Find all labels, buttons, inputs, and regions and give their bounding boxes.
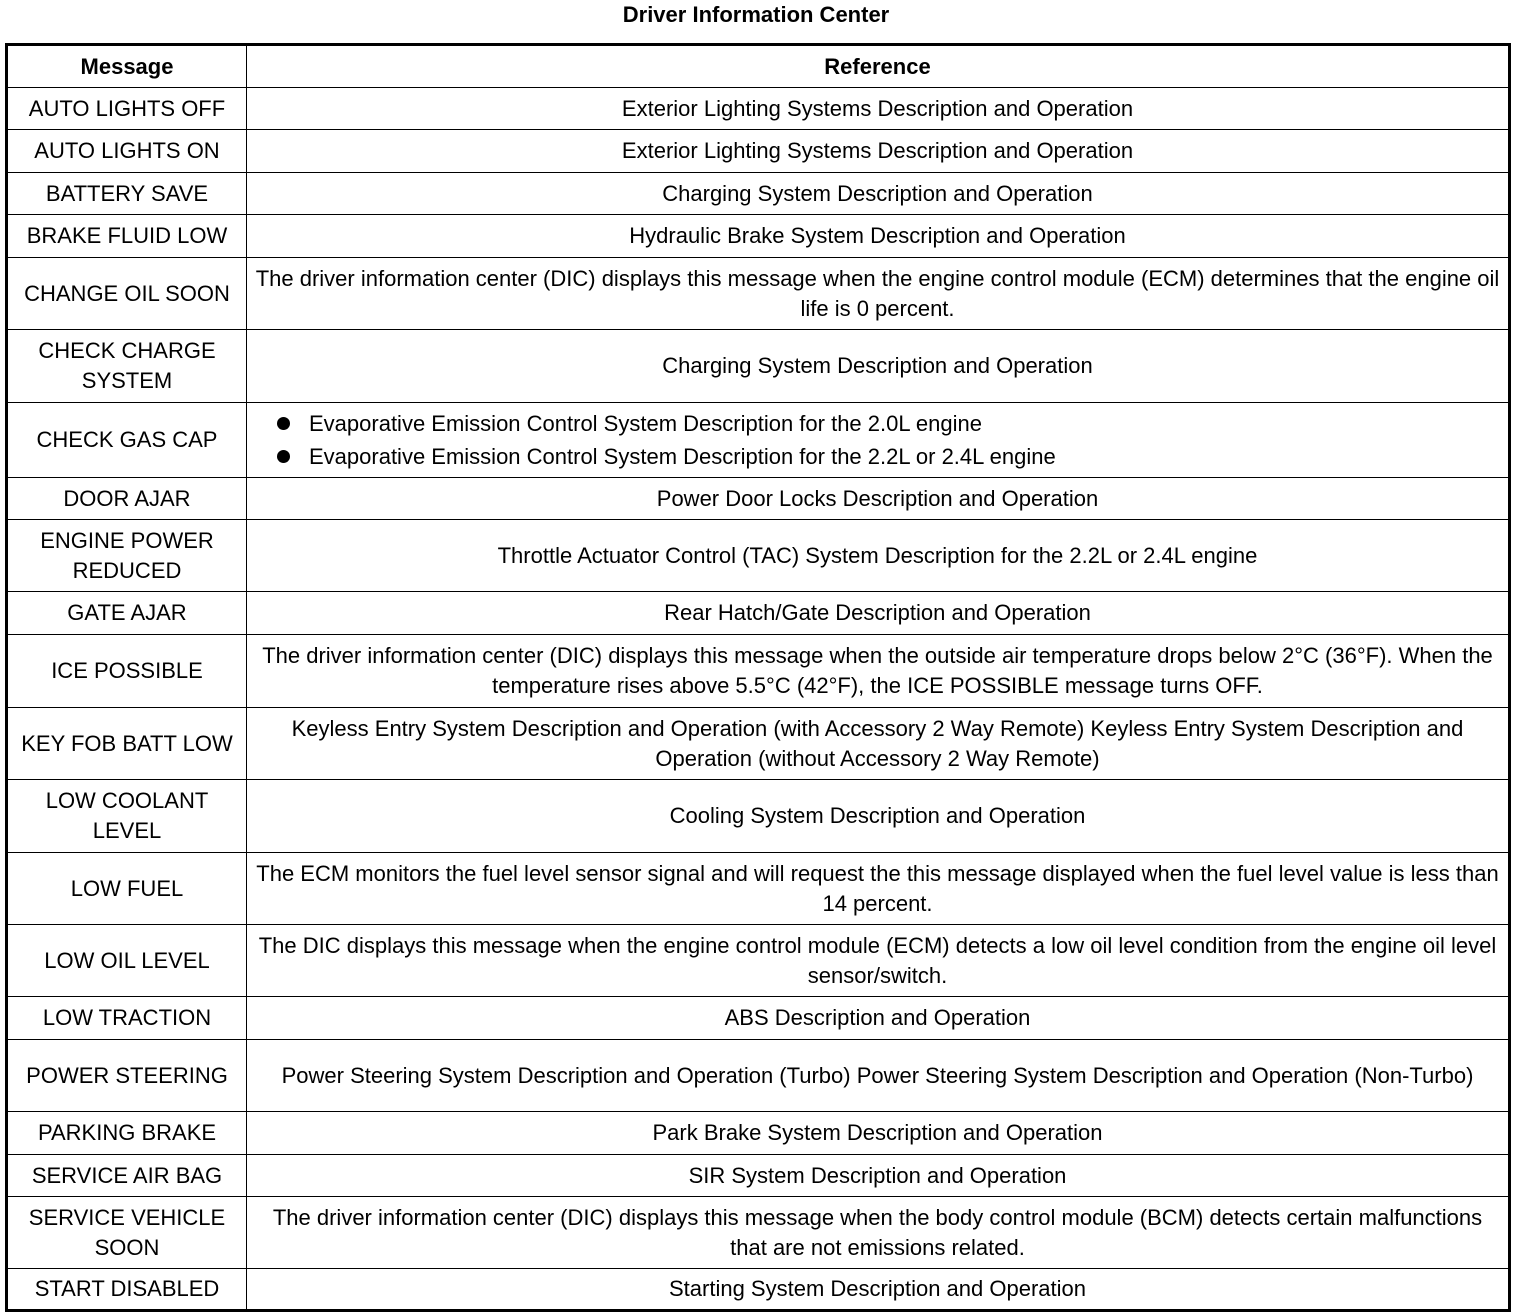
list-item — [273, 440, 1500, 473]
reference-cell: The ECM monitors the fuel level sensor signal and will request the this message displayed when the fuel level value is less than 14 percent. — [247, 853, 1510, 925]
reference-cell: Cooling System Description and Operation — [247, 780, 1510, 853]
bullet-text: Evaporative Emission Control System Description for the 2.2L or 2.4L engine — [309, 444, 1056, 469]
message-cell: BRAKE FLUID LOW — [7, 215, 247, 258]
table-row — [7, 780, 1510, 853]
table-row — [7, 215, 1510, 258]
table-row — [7, 1197, 1510, 1269]
message-cell: PARKING BRAKE — [7, 1112, 247, 1155]
table-row — [7, 520, 1510, 592]
table-row — [7, 130, 1510, 173]
bullet-icon — [277, 417, 290, 430]
reference-cell: Keyless Entry System Description and Operation (with Accessory 2 Way Remote) Keyless Entry System Description and Operation (without Accessory 2 Way Remote) — [247, 708, 1510, 780]
page-title: Driver Information Center — [622, 2, 890, 27]
message-cell: ENGINE POWER REDUCED — [7, 520, 247, 592]
table-row — [7, 1040, 1510, 1112]
reference-cell: Rear Hatch/Gate Description and Operation — [247, 592, 1510, 635]
table-row — [7, 1112, 1510, 1155]
message-cell: CHECK CHARGE SYSTEM — [7, 330, 247, 403]
table-header-row — [7, 45, 1510, 88]
table-row — [7, 708, 1510, 780]
reference-cell: Exterior Lighting Systems Description and Operation — [247, 130, 1510, 173]
table-row — [7, 258, 1510, 330]
reference-cell: Exterior Lighting Systems Description and Operation — [247, 88, 1510, 130]
message-cell: GATE AJAR — [7, 592, 247, 635]
reference-cell: Charging System Description and Operation — [247, 330, 1510, 403]
reference-cell: ABS Description and Operation — [247, 997, 1510, 1040]
reference-cell: The driver information center (DIC) displays this message when the body control module (BCM) detects certain malfunctions that are not emissions related. — [247, 1197, 1510, 1269]
message-cell: AUTO LIGHTS OFF — [7, 88, 247, 130]
message-cell: SERVICE VEHICLE SOON — [7, 1197, 247, 1269]
reference-cell — [247, 403, 1510, 478]
table-row — [7, 592, 1510, 635]
message-cell: LOW COOLANT LEVEL — [7, 780, 247, 853]
message-cell: START DISABLED — [7, 1269, 247, 1311]
message-cell: DOOR AJAR — [7, 478, 247, 520]
table-row — [7, 173, 1510, 215]
message-cell: LOW OIL LEVEL — [7, 925, 247, 997]
table-row — [7, 330, 1510, 403]
message-cell: ICE POSSIBLE — [7, 635, 247, 708]
table-row — [7, 1155, 1510, 1197]
bullet-text: Evaporative Emission Control System Description for the 2.0L engine — [309, 411, 982, 436]
message-cell: CHECK GAS CAP — [7, 403, 247, 478]
message-cell: SERVICE AIR BAG — [7, 1155, 247, 1197]
message-cell: KEY FOB BATT LOW — [7, 708, 247, 780]
reference-cell: The driver information center (DIC) displays this message when the engine control module (ECM) determines that the engine oil life is 0 percent. — [247, 258, 1510, 330]
reference-bullet-list — [255, 407, 1500, 473]
message-cell: LOW TRACTION — [7, 997, 247, 1040]
message-cell: POWER STEERING — [7, 1040, 247, 1112]
list-item — [273, 407, 1500, 440]
reference-cell: Power Door Locks Description and Operation — [247, 478, 1510, 520]
reference-cell: Park Brake System Description and Operation — [247, 1112, 1510, 1155]
reference-cell: Power Steering System Description and Operation (Turbo) Power Steering System Description and Operation (Non-Turbo) — [247, 1040, 1510, 1112]
reference-cell: The DIC displays this message when the engine control module (ECM) detects a low oil level condition from the engine oil level sensor/switch. — [247, 925, 1510, 997]
table-row — [7, 1269, 1510, 1311]
message-cell: AUTO LIGHTS ON — [7, 130, 247, 173]
message-cell: BATTERY SAVE — [7, 173, 247, 215]
dic-message-table — [5, 43, 1511, 1312]
table-row — [7, 88, 1510, 130]
column-header-reference: Reference — [247, 45, 1510, 88]
reference-cell: Starting System Description and Operation — [247, 1269, 1510, 1311]
message-cell: CHANGE OIL SOON — [7, 258, 247, 330]
reference-cell: SIR System Description and Operation — [247, 1155, 1510, 1197]
bullet-icon — [277, 450, 290, 463]
table-row — [7, 925, 1510, 997]
table-row — [7, 635, 1510, 708]
reference-cell: Throttle Actuator Control (TAC) System Description for the 2.2L or 2.4L engine — [247, 520, 1510, 592]
table-row — [7, 478, 1510, 520]
reference-cell: Hydraulic Brake System Description and Operation — [247, 215, 1510, 258]
table-row — [7, 403, 1510, 478]
table-row — [7, 997, 1510, 1040]
message-cell: LOW FUEL — [7, 853, 247, 925]
reference-cell: The driver information center (DIC) displays this message when the outside air temperature drops below 2°C (36°F). When the temperature rises above 5.5°C (42°F), the ICE POSSIBLE message turns OFF. — [247, 635, 1510, 708]
column-header-message: Message — [7, 45, 247, 88]
table-row — [7, 853, 1510, 925]
reference-cell: Charging System Description and Operation — [247, 173, 1510, 215]
